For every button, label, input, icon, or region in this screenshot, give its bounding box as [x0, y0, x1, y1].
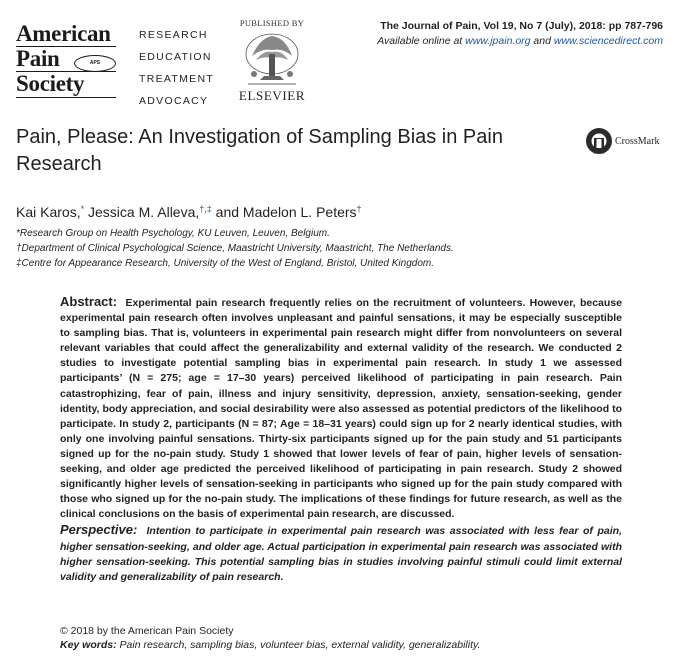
logo-word-3: Society [16, 71, 85, 96]
journal-citation: The Journal of Pain, Vol 19, No 7 (July), 2018: pp 787-796 [380, 20, 663, 32]
logo-seal-text: APS [89, 59, 101, 66]
logo-word-1: American [16, 21, 111, 46]
affiliation-line: ‡Centre for Appearance Research, University of the West of England, Bristol, United Kingdom. [16, 258, 434, 269]
author-list [16, 203, 362, 221]
society-logo [16, 18, 116, 100]
tagline-item: ADVOCACY [139, 95, 209, 107]
perspective-label: Perspective: [60, 522, 138, 538]
abstract-section [60, 294, 622, 585]
keywords-line [60, 638, 480, 652]
tagline-item: EDUCATION [139, 51, 212, 63]
copyright-line: © 2018 by the American Pain Society [60, 625, 234, 637]
perspective-paragraph [60, 522, 622, 584]
affiliation-line: †Department of Clinical Psychological Science, Maastricht University, Maastricht, The Netherlands. [16, 243, 454, 254]
perspective-text: Intention to participate in experimental pain research was associated with less fear of pain, higher sensation-seeking, and older age. Actual participation in experimental pain research was associated with higher sensation-seeking. This potential sampling bias in studies involving painful stimuli could limit external validity and generalizability of pain research. [60, 525, 622, 583]
availability-prefix: Available online at [377, 35, 466, 47]
jpain-link[interactable]: www.jpain.org [465, 35, 531, 47]
crossmark-icon [585, 127, 613, 157]
abstract-label: Abstract: [60, 294, 118, 309]
author-affil-mark[interactable]: †,‡ [199, 204, 212, 214]
keywords-label: Key words: [60, 639, 117, 651]
publisher-name: ELSEVIER [238, 88, 306, 103]
crossmark-label: CrossMark [615, 136, 660, 147]
sciencedirect-link[interactable]: www.sciencedirect.com [553, 35, 663, 47]
logo-word-2: Pain [16, 46, 60, 71]
logo-rule [16, 97, 116, 98]
article-title: Pain, Please: An Investigation of Sampling Bias in Pain Research [16, 126, 503, 175]
author-affil-mark[interactable]: * [80, 204, 85, 214]
society-tagline [139, 24, 239, 112]
publisher-logo [236, 18, 308, 102]
keywords-text: Pain research, sampling bias, volunteer bias, external validity, generalizability. [119, 639, 481, 651]
author-name: Jessica M. Alleva, [88, 204, 200, 220]
abstract-paragraph [60, 294, 622, 522]
author-name: and Madelon L. Peters [215, 204, 357, 220]
crossmark-badge[interactable] [585, 127, 665, 157]
abstract-text: Experimental pain research frequently relies on the recruitment of volunteers. However, because experimental pain research often involves unpleasant and painful sensations, it may be especially susceptible to sampling bias. That is, volunteers in experimental pain research might differ from nonvolunteers on several relevant variables that could affect the generalizability and external validity of the research. We conducted 2 studies to investigate potential sampling bias in experimental pain research. In study 1 we assessed participants’ (N = 275; age = 17–30 years) perceived likelihood of participating in pain research. Pain catastrophizing, fear of pain, illness and injury sensitivity, depression, anxiety, sensation-seeking, gender identity, body appreciation, and social desirability were also assessed as potential predictors of the likelihood to participate. In study 2, participants (N = 87; Age = 18–31 years) could sign up for 2 nearly identical studies, with only one involving painful sensations. Thirty-six participants signed up for the pain study and 51 participants signed up for the no-pain study. Study 1 showed that lower levels of fear of pain, higher levels of sensation-seeking, and older age predicted the perceived likelihood of participating in pain research. Study 2 showed significantly higher levels of sensation-seeking in participants who signed up for the pain study compared with those who signed up for the no-pain study. The implications of these findings for future research, as well as the clinical conclusions on the basis of experimental pain research, are discussed. [60, 297, 622, 521]
journal-citation-block [377, 19, 663, 49]
affiliation-line: *Research Group on Health Psychology, KU Leuven, Leuven, Belgium. [16, 228, 330, 239]
affiliation-list [16, 226, 454, 271]
tagline-item: RESEARCH [139, 29, 208, 41]
published-by-label: PUBLISHED BY [239, 18, 305, 28]
author-name: Kai Karos, [16, 204, 81, 220]
author-affil-mark[interactable]: † [356, 204, 362, 214]
availability-and: and [530, 35, 554, 47]
logo-seal [74, 55, 116, 72]
availability-line [377, 34, 663, 49]
elsevier-tree-icon [240, 30, 304, 88]
tagline-item: TREATMENT [139, 73, 215, 85]
